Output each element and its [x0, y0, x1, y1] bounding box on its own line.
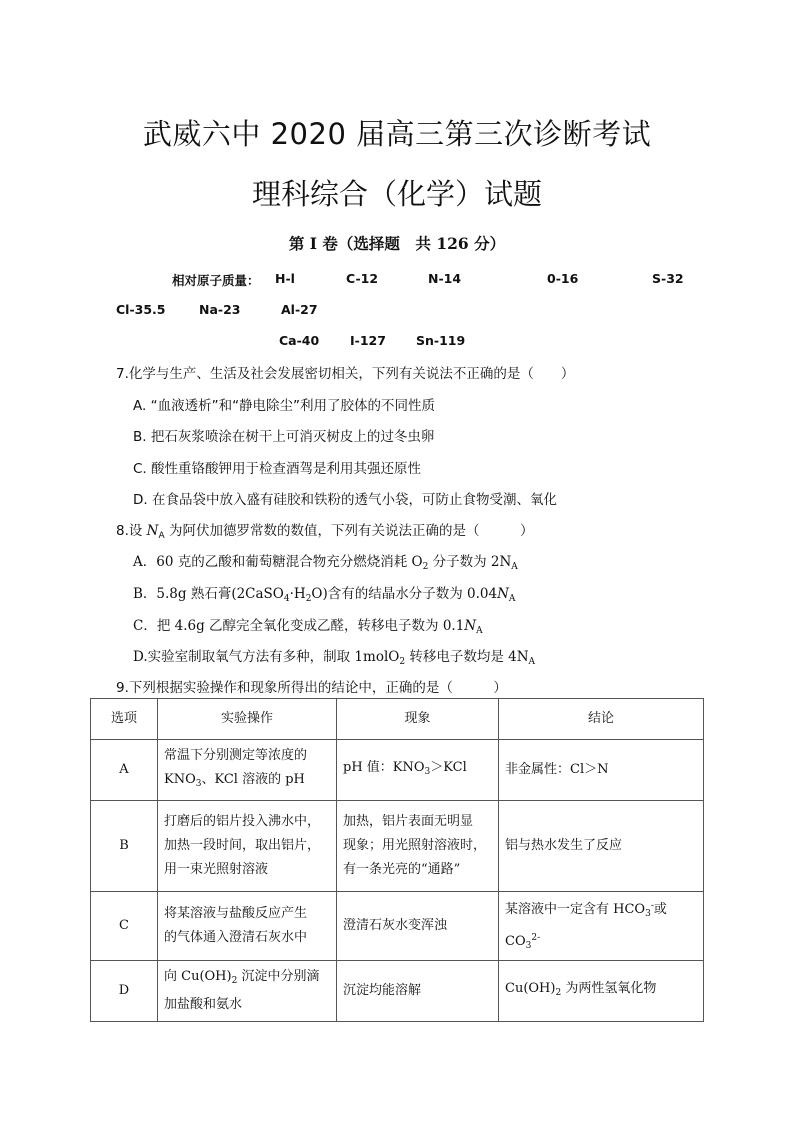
atomic-mass-item: H-l — [275, 271, 295, 286]
table-header: 实验操作 — [158, 699, 337, 740]
table-row — [91, 801, 704, 892]
table-header-row — [91, 699, 704, 740]
row-phenomenon: 澄清石灰水变浑浊 — [337, 892, 499, 961]
atomic-mass-item: C-12 — [346, 271, 379, 286]
row-operation: 将某溶液与盐酸反应产生 的气体通入澄清石灰水中 — [158, 892, 337, 961]
row-operation: 打磨后的铝片投入沸水中， 加热一段时间，取出铝片， 用一束光照射溶液 — [158, 801, 337, 892]
row-operation: 常温下分别测定等浓度的 $KNO_3$、KCl 溶液的 pH — [158, 740, 337, 801]
question-8-option-a: A．60 克的乙酸和葡萄糖混合物充分燃烧消耗 $O_2$ 分子数为 $2N_A$ — [133, 554, 518, 572]
row-phenomenon: 沉淀均能溶解 — [337, 961, 499, 1022]
atomic-mass-item: I-127 — [350, 333, 386, 348]
table-row — [91, 961, 704, 1022]
row-phenomenon: pH 值：$KNO_3>KCl$ — [337, 740, 499, 801]
row-conclusion: 铝与热水发生了反应 — [499, 801, 704, 892]
row-conclusion: $Cu(OH)_2$ 为两性氢氧化物 — [499, 961, 704, 1022]
atomic-mass-item: S-32 — [652, 271, 684, 286]
atomic-mass-item: Cl-35.5 — [116, 302, 166, 317]
exam-title: 武威六中 2020 届高三第三次诊断考试 — [142, 117, 652, 151]
question-7-stem: 7.化学与生产、生活及社会发展密切相关，下列有关说法不正确的是（ ） — [116, 366, 575, 382]
question-7-option-a: A. “血液透析”和“静电除尘”利用了胶体的不同性质 — [133, 398, 436, 414]
exam-subtitle: 理科综合（化学）试题 — [251, 177, 542, 211]
table-row — [91, 740, 704, 801]
atomic-mass-item: N-14 — [428, 271, 462, 286]
row-operation: 向 $Cu(OH)_2$ 沉淀中分别滴 加盐酸和氨水 — [158, 961, 337, 1022]
atomic-mass-label: 相对原子质量： — [172, 273, 260, 288]
row-conclusion: 某溶液中一定含有 $HCO_3^-$或 $CO_3^{2-}$ — [499, 892, 704, 961]
row-option: B — [91, 801, 158, 892]
question-8-option-b: B．5.8g 熟石膏$(2CaSO_4\cdot H_2O)$含有的结晶水分子数为 $0.04N_A$ — [133, 586, 516, 604]
atomic-mass-item: 0-16 — [547, 271, 579, 286]
atomic-mass-item: Na-23 — [199, 302, 241, 317]
row-conclusion: 非金属性：Cl＞N — [499, 740, 704, 801]
table-header: 现象 — [337, 699, 499, 740]
atomic-mass-item: Al-27 — [281, 302, 318, 317]
atomic-mass-item: Ca-40 — [279, 333, 320, 348]
table-row — [91, 892, 704, 961]
row-option: A — [91, 740, 158, 801]
question-9-stem: 9.下列根据实验操作和现象所得出的结论中，正确的是（ ） — [116, 680, 507, 696]
question-8-stem: 8.设 $N_A$ 为阿伏加德罗常数的数值，下列有关说法正确的是（ ） — [116, 523, 534, 541]
experiment-table — [90, 698, 704, 1022]
question-7-option-b: B. 把石灰浆喷涂在树干上可消灭树皮上的过冬虫卵 — [133, 429, 435, 445]
question-7-option-c: C. 酸性重铬酸钾用于检查酒驾是利用其强还原性 — [133, 461, 422, 477]
question-8-option-c: C．把 4.6g 乙醇完全氧化变成乙醛，转移电子数为 $0.1N_A$ — [133, 618, 483, 636]
row-phenomenon: 加热，铝片表面无明显 现象；用光照射溶液时， 有一条光亮的“通路” — [337, 801, 499, 892]
atomic-mass-item: Sn-119 — [416, 333, 466, 348]
row-option: D — [91, 961, 158, 1022]
section-title: 第 I 卷（选择题 共 126 分） — [288, 234, 506, 253]
row-option: C — [91, 892, 158, 961]
question-8-option-d: D.实验室制取氧气方法有多种，制取 1molO$_2$ 转移电子数均是 $4N_A$ — [133, 649, 536, 667]
question-7-option-d: D. 在食品袋中放入盛有硅胶和铁粉的透气小袋，可防止食物受潮、氧化 — [133, 492, 557, 508]
table-header: 结论 — [499, 699, 704, 740]
table-header: 选项 — [91, 699, 158, 740]
